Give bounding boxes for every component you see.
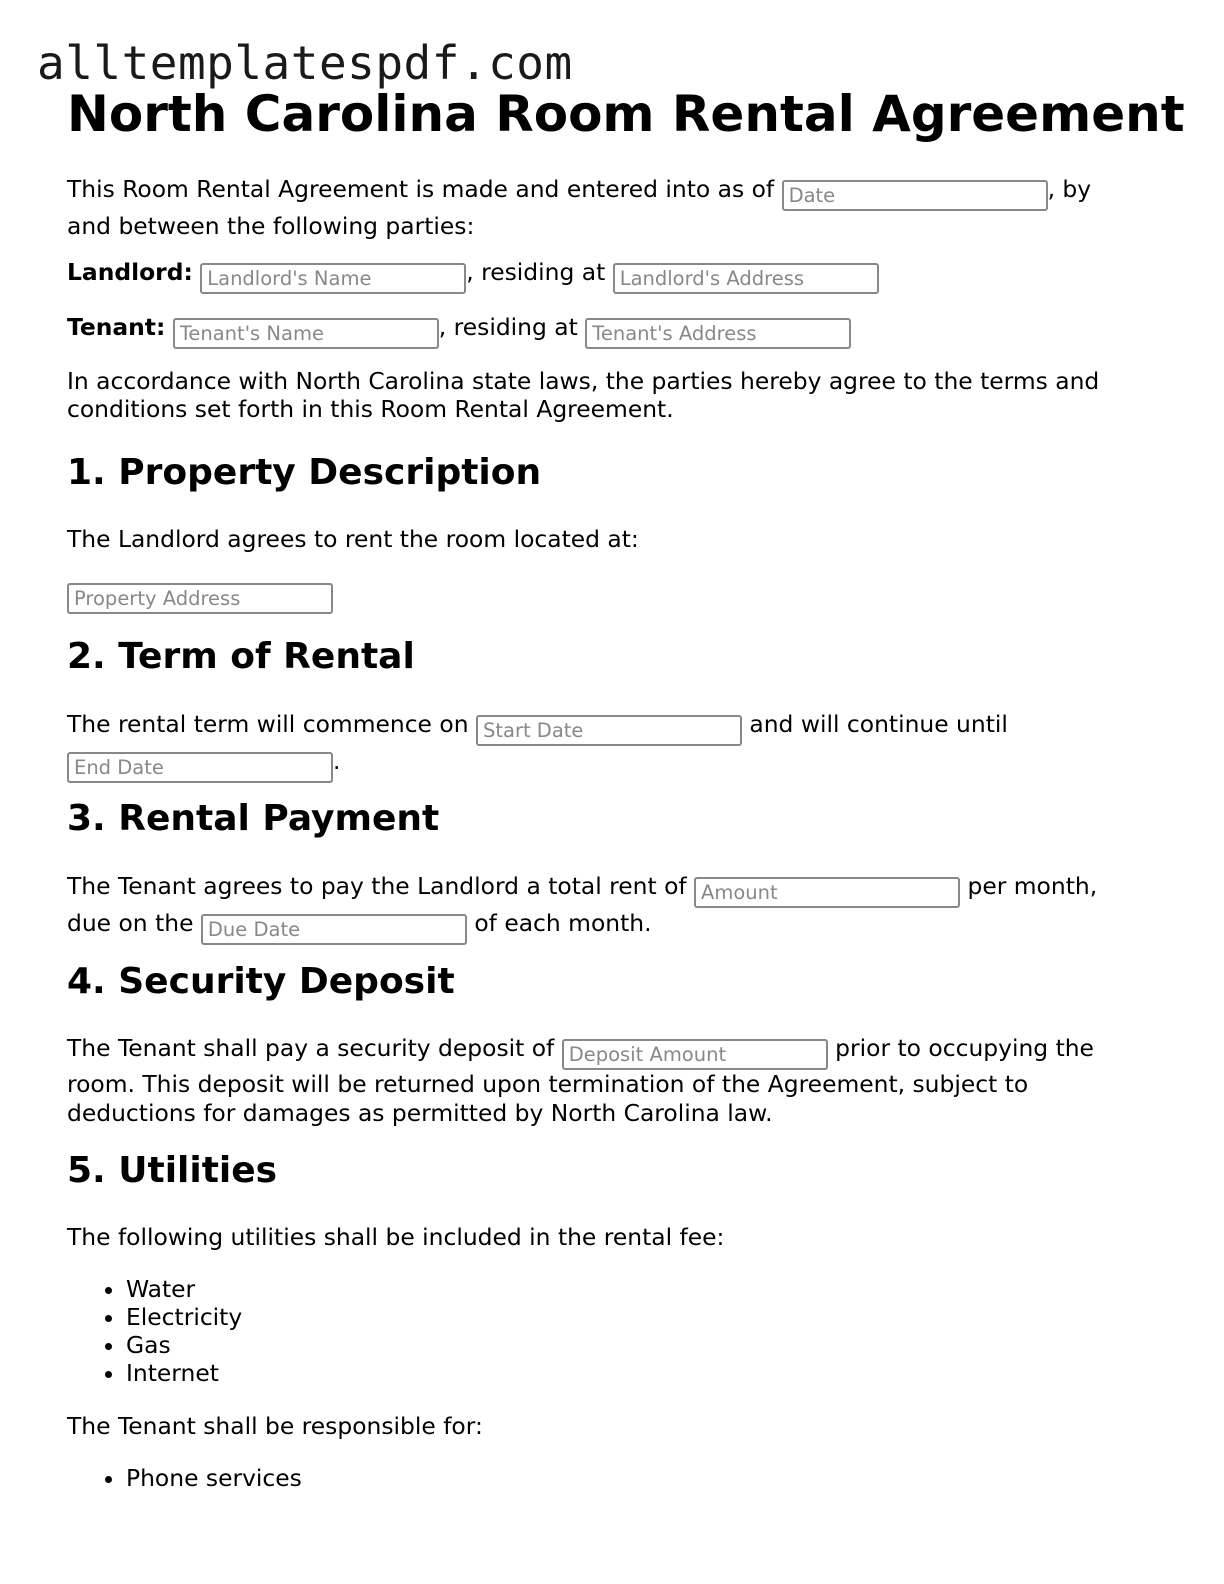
list-item: • Water xyxy=(126,1275,242,1303)
due-date-input[interactable] xyxy=(201,914,467,945)
deposit-line3: deductions for damages as permitted by North Carolina law. xyxy=(67,1099,773,1127)
payment-text-after: per month, xyxy=(960,872,1098,900)
intro-paragraph xyxy=(67,174,1147,241)
utilities-included-text: The following utilities shall be included in the rental fee: xyxy=(67,1223,725,1251)
payment-line2-text: due on the xyxy=(67,909,201,937)
intro-text-after: , by xyxy=(1047,175,1092,203)
site-watermark: alltemplatespdf.com xyxy=(37,36,573,90)
term-paragraph xyxy=(67,709,1147,783)
accordance-line2: conditions set forth in this Room Rental Agreement. xyxy=(67,395,674,423)
list-item: • Internet xyxy=(126,1359,242,1387)
deposit-amount-input[interactable] xyxy=(562,1039,828,1070)
deposit-paragraph xyxy=(67,1034,1147,1128)
start-date-input[interactable] xyxy=(476,715,742,746)
section-heading-utilities: 5. Utilities xyxy=(67,1150,278,1191)
intro-text: This Room Rental Agreement is made and entered into as of xyxy=(67,175,782,203)
landlord-name-input[interactable] xyxy=(200,263,466,294)
agreement-date-input[interactable] xyxy=(782,180,1048,211)
payment-line2-after: of each month. xyxy=(466,909,652,937)
list-item: • Gas xyxy=(126,1331,242,1359)
rent-amount-input[interactable] xyxy=(694,877,960,908)
deposit-line2: room. This deposit will be returned upon termination of the Agreement, subject to xyxy=(67,1070,1029,1098)
accordance-paragraph xyxy=(67,367,1147,423)
landlord-label: Landlord: xyxy=(67,258,193,286)
term-text-end: . xyxy=(333,747,341,775)
landlord-residing-text: , residing at xyxy=(466,258,613,286)
end-date-input[interactable] xyxy=(67,752,333,783)
tenant-row xyxy=(67,312,851,349)
section-heading-property: 1. Property Description xyxy=(67,452,542,493)
accordance-line1: In accordance with North Carolina state laws, the parties hereby agree to the terms and xyxy=(67,367,1100,395)
section-heading-term: 2. Term of Rental xyxy=(67,636,415,677)
property-text: The Landlord agrees to rent the room located at: xyxy=(67,525,639,553)
section-heading-deposit: 4. Security Deposit xyxy=(67,961,455,1002)
term-text-middle: and will continue until xyxy=(741,710,1008,738)
tenant-residing-text: , residing at xyxy=(438,313,586,341)
tenant-address-input[interactable] xyxy=(585,318,851,349)
tenant-label: Tenant: xyxy=(67,313,166,341)
landlord-row xyxy=(67,257,879,294)
deposit-text-after: prior to occupying the xyxy=(827,1034,1094,1062)
utilities-tenant-text: The Tenant shall be responsible for: xyxy=(67,1412,483,1440)
list-item: • Electricity xyxy=(126,1303,242,1331)
section-heading-payment: 3. Rental Payment xyxy=(67,798,440,839)
tenant-name-input[interactable] xyxy=(173,318,439,349)
page-title: North Carolina Room Rental Agreement xyxy=(67,85,1185,143)
term-text: The rental term will commence on xyxy=(67,710,476,738)
list-item: • Phone services xyxy=(126,1464,302,1492)
payment-paragraph xyxy=(67,871,1147,945)
payment-text: The Tenant agrees to pay the Landlord a total rent of xyxy=(67,872,695,900)
intro-text-line2: and between the following parties: xyxy=(67,212,475,240)
property-address-input[interactable] xyxy=(67,583,333,614)
utilities-included-list xyxy=(67,1275,242,1387)
utilities-tenant-list xyxy=(67,1464,302,1492)
property-address-row xyxy=(67,577,333,614)
deposit-text: The Tenant shall pay a security deposit of xyxy=(67,1034,562,1062)
landlord-address-input[interactable] xyxy=(613,263,879,294)
